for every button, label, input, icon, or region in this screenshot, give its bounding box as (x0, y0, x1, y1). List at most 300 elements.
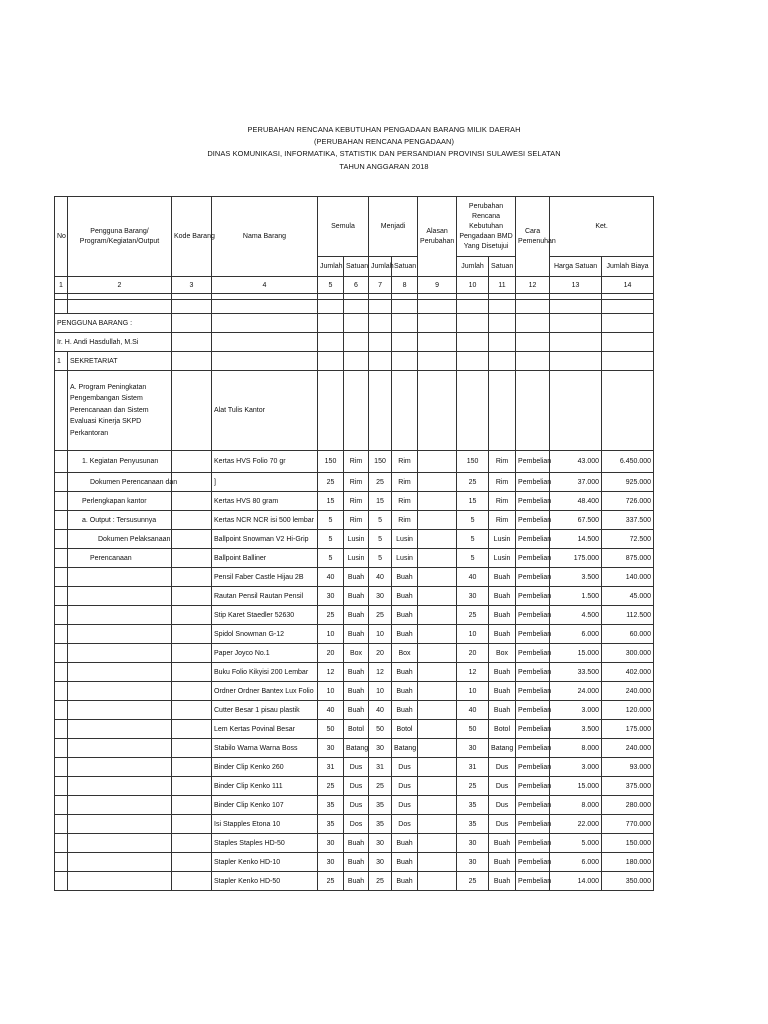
cell-jumlah-biaya: 140.000 (602, 568, 654, 587)
cell-kode (172, 758, 212, 777)
cell-alasan (418, 473, 457, 492)
header-nama: Nama Barang (212, 197, 318, 277)
cell-semula-satuan: Dus (344, 796, 369, 815)
cell-harga-satuan: 43.000 (550, 451, 602, 473)
cell-semula-jumlah: 12 (318, 663, 344, 682)
cell-jumlah-biaya: 402.000 (602, 663, 654, 682)
table-row (55, 853, 654, 872)
cell-semula-satuan: Buah (344, 625, 369, 644)
cell-nama-barang: Spidol Snowman G-12 (212, 625, 318, 644)
table-row (55, 568, 654, 587)
cell-no (55, 720, 68, 739)
cell-menjadi-jumlah: 35 (369, 796, 392, 815)
cell-harga-satuan: 15.000 (550, 644, 602, 663)
cell-program (68, 663, 172, 682)
cell-semula-jumlah: 5 (318, 549, 344, 568)
cell-perubahan-jumlah: 25 (457, 777, 489, 796)
cell-nama-barang: Paper Joyco No.1 (212, 644, 318, 663)
cell-jumlah-biaya: 350.000 (602, 872, 654, 891)
cell-jumlah-biaya: 375.000 (602, 777, 654, 796)
cell-cara: Pembelian (516, 663, 550, 682)
cell-nama-barang: Kertas HVS Folio 70 gr (212, 451, 318, 473)
cell-semula-satuan: Buah (344, 663, 369, 682)
cell-perubahan-satuan: Dus (489, 796, 516, 815)
cell-kode (172, 701, 212, 720)
cell-nama-barang: Isi Stapples Etona 10 (212, 815, 318, 834)
cell-kode (172, 644, 212, 663)
cell-perubahan-satuan: Buah (489, 834, 516, 853)
column-number-row (55, 277, 654, 294)
cell-perubahan-jumlah: 12 (457, 663, 489, 682)
table-row (55, 492, 654, 511)
cell-harga-satuan: 5.000 (550, 834, 602, 853)
cell-semula-satuan: Dus (344, 758, 369, 777)
unit-no: 1 (55, 352, 68, 371)
cell-no (55, 796, 68, 815)
cell-cara: Pembelian (516, 682, 550, 701)
cell-jumlah-biaya: 770.000 (602, 815, 654, 834)
header-cara: Cara Pemenuhan (516, 197, 550, 277)
cell-harga-satuan: 22.000 (550, 815, 602, 834)
cell-semula-jumlah: 25 (318, 872, 344, 891)
cell-menjadi-jumlah: 25 (369, 777, 392, 796)
cell-menjadi-jumlah: 50 (369, 720, 392, 739)
cell-no (55, 701, 68, 720)
cell-cara: Pembelian (516, 625, 550, 644)
cell-jumlah-biaya: 726.000 (602, 492, 654, 511)
cell-program (68, 815, 172, 834)
cell-cara: Pembelian (516, 644, 550, 663)
col-num: 6 (344, 277, 369, 294)
cell-nama-barang: Kertas NCR NCR isi 500 lembar (212, 511, 318, 530)
cell-kode (172, 720, 212, 739)
cell-jumlah-biaya: 112.500 (602, 606, 654, 625)
cell-program (68, 834, 172, 853)
cell-menjadi-satuan: Batang (392, 739, 418, 758)
col-num: 9 (418, 277, 457, 294)
cell-perubahan-satuan: Rim (489, 492, 516, 511)
cell-alasan (418, 530, 457, 549)
table-row (55, 739, 654, 758)
cell-no (55, 644, 68, 663)
cell-menjadi-satuan: Dus (392, 758, 418, 777)
cell-menjadi-satuan: Dus (392, 796, 418, 815)
unit-row (55, 352, 654, 371)
cell-harga-satuan: 67.500 (550, 511, 602, 530)
cell-harga-satuan: 33.500 (550, 663, 602, 682)
cell-harga-satuan: 6.000 (550, 625, 602, 644)
cell-program (68, 853, 172, 872)
cell-semula-jumlah: 35 (318, 796, 344, 815)
table-row (55, 473, 654, 492)
heading-year: TAHUN ANGGARAN 2018 (339, 161, 429, 171)
pengguna-label-row (55, 314, 654, 333)
table-row (55, 682, 654, 701)
cell-kode (172, 625, 212, 644)
cell-no (55, 606, 68, 625)
cell-no (55, 682, 68, 701)
header-harga-satuan: Harga Satuan (550, 257, 602, 277)
col-num: 1 (55, 277, 68, 294)
cell-nama-barang: Pensil Faber Castle Hijau 2B (212, 568, 318, 587)
cell-kode (172, 682, 212, 701)
cell-menjadi-jumlah: 25 (369, 606, 392, 625)
cell-alasan (418, 451, 457, 473)
table-row (55, 606, 654, 625)
cell-perubahan-jumlah: 50 (457, 720, 489, 739)
cell-cara: Pembelian (516, 473, 550, 492)
cell-menjadi-satuan: Buah (392, 682, 418, 701)
cell-program (68, 625, 172, 644)
col-num: 12 (516, 277, 550, 294)
cell-menjadi-jumlah: 30 (369, 739, 392, 758)
cell-menjadi-jumlah: 25 (369, 473, 392, 492)
table-row (55, 587, 654, 606)
cell-alasan (418, 777, 457, 796)
cell-jumlah-biaya: 72.500 (602, 530, 654, 549)
cell-alasan (418, 587, 457, 606)
cell-alasan (418, 568, 457, 587)
cell-cara: Pembelian (516, 568, 550, 587)
cell-kode (172, 796, 212, 815)
table-row (55, 701, 654, 720)
cell-harga-satuan: 4.500 (550, 606, 602, 625)
header-alasan: Alasan Perubahan (418, 197, 457, 277)
cell-cara: Pembelian (516, 606, 550, 625)
cell-jumlah-biaya: 45.000 (602, 587, 654, 606)
table-row (55, 644, 654, 663)
cell-perubahan-jumlah: 35 (457, 796, 489, 815)
cell-menjadi-satuan: Rim (392, 451, 418, 473)
table-row (55, 625, 654, 644)
cell-menjadi-jumlah: 150 (369, 451, 392, 473)
cell-no (55, 815, 68, 834)
cell-kode (172, 511, 212, 530)
cell-menjadi-satuan: Buah (392, 606, 418, 625)
cell-semula-jumlah: 31 (318, 758, 344, 777)
col-num: 11 (489, 277, 516, 294)
cell-semula-jumlah: 150 (318, 451, 344, 473)
cell-kode (172, 451, 212, 473)
cell-perubahan-jumlah: 25 (457, 872, 489, 891)
cell-alasan (418, 682, 457, 701)
cell-cara: Pembelian (516, 739, 550, 758)
cell-menjadi-satuan: Rim (392, 492, 418, 511)
cell-cara: Pembelian (516, 549, 550, 568)
cell-cara: Pembelian (516, 492, 550, 511)
cell-menjadi-jumlah: 15 (369, 492, 392, 511)
header-ket: Ket. (550, 197, 654, 257)
cell-jumlah-biaya: 337.500 (602, 511, 654, 530)
cell-harga-satuan: 6.000 (550, 853, 602, 872)
cell-program (68, 796, 172, 815)
cell-perubahan-satuan: Buah (489, 872, 516, 891)
cell-menjadi-satuan: Rim (392, 511, 418, 530)
table-row (55, 720, 654, 739)
cell-harga-satuan: 8.000 (550, 739, 602, 758)
cell-alasan (418, 492, 457, 511)
cell-kode (172, 853, 212, 872)
cell-cara: Pembelian (516, 530, 550, 549)
cell-semula-satuan: Rim (344, 451, 369, 473)
cell-kode (172, 815, 212, 834)
cell-semula-satuan: Buah (344, 606, 369, 625)
header-perubahan-jumlah: Jumlah (457, 257, 489, 277)
cell-nama-barang: Buku Folio Kikyisi 200 Lembar (212, 663, 318, 682)
cell-program (68, 701, 172, 720)
cell-program: Perencanaan (68, 549, 172, 568)
cell-no (55, 451, 68, 473)
cell-perubahan-satuan: Lusin (489, 549, 516, 568)
cell-alasan (418, 663, 457, 682)
cell-semula-jumlah: 15 (318, 492, 344, 511)
cell-semula-jumlah: 40 (318, 701, 344, 720)
cell-semula-jumlah: 35 (318, 815, 344, 834)
cell-program (68, 644, 172, 663)
cell-semula-jumlah: 5 (318, 530, 344, 549)
cell-kode (172, 872, 212, 891)
cell-harga-satuan: 3.500 (550, 720, 602, 739)
cell-kode (172, 834, 212, 853)
heading-agency: DINAS KOMUNIKASI, INFORMATIKA, STATISTIK DAN PERSANDIAN PROVINSI SULAWESI SELATAN (207, 149, 561, 159)
cell-nama-barang: Stapler Kenko HD-10 (212, 853, 318, 872)
cell-menjadi-satuan: Lusin (392, 549, 418, 568)
cell-perubahan-satuan: Dus (489, 815, 516, 834)
col-num: 14 (602, 277, 654, 294)
cell-semula-satuan: Rim (344, 492, 369, 511)
cell-jumlah-biaya: 280.000 (602, 796, 654, 815)
program-row (55, 371, 654, 451)
cell-semula-satuan: Rim (344, 473, 369, 492)
cell-semula-jumlah: 30 (318, 834, 344, 853)
cell-perubahan-jumlah: 40 (457, 701, 489, 720)
cell-menjadi-jumlah: 10 (369, 625, 392, 644)
cell-perubahan-jumlah: 5 (457, 511, 489, 530)
cell-alasan (418, 720, 457, 739)
cell-perubahan-jumlah: 10 (457, 682, 489, 701)
procurement-table (54, 196, 654, 891)
cell-alasan (418, 606, 457, 625)
cell-program (68, 587, 172, 606)
cell-menjadi-satuan: Buah (392, 701, 418, 720)
cell-semula-jumlah: 5 (318, 511, 344, 530)
cell-harga-satuan: 8.000 (550, 796, 602, 815)
cell-menjadi-satuan: Buah (392, 834, 418, 853)
cell-menjadi-jumlah: 25 (369, 872, 392, 891)
header-kode: Kode Barang (172, 197, 212, 277)
cell-kode (172, 530, 212, 549)
cell-harga-satuan: 37.000 (550, 473, 602, 492)
cell-perubahan-satuan: Rim (489, 451, 516, 473)
cell-jumlah-biaya: 875.000 (602, 549, 654, 568)
cell-no (55, 853, 68, 872)
cell-harga-satuan: 14.500 (550, 530, 602, 549)
header-perubahan: Perubahan Rencana Kebutuhan Pengadaan BMD Yang Disetujui (457, 197, 516, 257)
table-row (55, 834, 654, 853)
pengguna-name: Ir. H. Andi Hasdullah, M.Si (55, 333, 172, 352)
cell-menjadi-jumlah: 35 (369, 815, 392, 834)
cell-semula-satuan: Rim (344, 511, 369, 530)
col-num: 10 (457, 277, 489, 294)
cell-perubahan-satuan: Rim (489, 473, 516, 492)
cell-menjadi-jumlah: 40 (369, 701, 392, 720)
cell-semula-jumlah: 25 (318, 777, 344, 796)
table-row (55, 530, 654, 549)
table-row (55, 549, 654, 568)
cell-kode (172, 568, 212, 587)
cell-semula-jumlah: 20 (318, 644, 344, 663)
cell-menjadi-jumlah: 30 (369, 834, 392, 853)
cell-perubahan-jumlah: 40 (457, 568, 489, 587)
col-num: 13 (550, 277, 602, 294)
cell-program (68, 758, 172, 777)
cell-program (68, 777, 172, 796)
cell-cara: Pembelian (516, 853, 550, 872)
cell-semula-jumlah: 30 (318, 853, 344, 872)
cell-menjadi-satuan: Dos (392, 815, 418, 834)
cell-perubahan-jumlah: 5 (457, 549, 489, 568)
program-name: A. Program Peningkatan Pengembangan Sistem Perencanaan dan Sistem Evaluasi Kinerja SKPD Perkantoran (68, 371, 172, 451)
cell-alasan (418, 739, 457, 758)
header-semula: Semula (318, 197, 369, 257)
cell-cara: Pembelian (516, 701, 550, 720)
cell-menjadi-jumlah: 30 (369, 853, 392, 872)
cell-perubahan-jumlah: 30 (457, 853, 489, 872)
cell-perubahan-jumlah: 25 (457, 473, 489, 492)
cell-alasan (418, 853, 457, 872)
cell-nama-barang: Kertas HVS 80 gram (212, 492, 318, 511)
cell-cara: Pembelian (516, 777, 550, 796)
cell-harga-satuan: 3.000 (550, 758, 602, 777)
cell-jumlah-biaya: 925.000 (602, 473, 654, 492)
cell-no (55, 530, 68, 549)
cell-semula-jumlah: 10 (318, 682, 344, 701)
cell-menjadi-satuan: Buah (392, 625, 418, 644)
cell-alasan (418, 796, 457, 815)
cell-menjadi-satuan: Rim (392, 473, 418, 492)
cell-nama-barang: Rautan Pensil Rautan Pensil (212, 587, 318, 606)
cell-perubahan-satuan: Rim (489, 511, 516, 530)
cell-harga-satuan: 175.000 (550, 549, 602, 568)
cell-no (55, 473, 68, 492)
cell-cara: Pembelian (516, 720, 550, 739)
cell-harga-satuan: 3.500 (550, 568, 602, 587)
cell-semula-satuan: Lusin (344, 549, 369, 568)
cell-menjadi-satuan: Buah (392, 872, 418, 891)
cell-semula-satuan: Box (344, 644, 369, 663)
cell-cara: Pembelian (516, 758, 550, 777)
cell-harga-satuan: 3.000 (550, 701, 602, 720)
cell-nama-barang: Cutter Besar 1 pisau plastik (212, 701, 318, 720)
table-row (55, 511, 654, 530)
cell-semula-satuan: Buah (344, 587, 369, 606)
cell-program: Dokumen Perencanaan dan (68, 473, 172, 492)
cell-no (55, 777, 68, 796)
cell-perubahan-jumlah: 15 (457, 492, 489, 511)
cell-no (55, 492, 68, 511)
cell-jumlah-biaya: 6.450.000 (602, 451, 654, 473)
cell-perubahan-jumlah: 30 (457, 587, 489, 606)
cell-no (55, 872, 68, 891)
cell-menjadi-jumlah: 20 (369, 644, 392, 663)
cell-alasan (418, 834, 457, 853)
cell-jumlah-biaya: 93.000 (602, 758, 654, 777)
cell-no (55, 549, 68, 568)
cell-no (55, 568, 68, 587)
cell-nama-barang: Binder Clip Kenko 111 (212, 777, 318, 796)
cell-semula-satuan: Dus (344, 777, 369, 796)
cell-semula-satuan: Dos (344, 815, 369, 834)
cell-no (55, 834, 68, 853)
cell-alasan (418, 872, 457, 891)
cell-cara: Pembelian (516, 451, 550, 473)
cell-perubahan-satuan: Dus (489, 777, 516, 796)
cell-no (55, 587, 68, 606)
cell-no (55, 511, 68, 530)
cell-perubahan-jumlah: 5 (457, 530, 489, 549)
cell-jumlah-biaya: 240.000 (602, 682, 654, 701)
cell-semula-satuan: Botol (344, 720, 369, 739)
cell-menjadi-satuan: Botol (392, 720, 418, 739)
cell-semula-satuan: Buah (344, 701, 369, 720)
pengguna-label: PENGGUNA BARANG : (55, 314, 172, 333)
table-row (55, 796, 654, 815)
cell-semula-satuan: Buah (344, 834, 369, 853)
cell-perubahan-satuan: Buah (489, 663, 516, 682)
cell-no (55, 758, 68, 777)
cell-nama-barang: Stabilo Warna Warna Boss (212, 739, 318, 758)
cell-cara: Pembelian (516, 587, 550, 606)
cell-alasan (418, 758, 457, 777)
header-perubahan-satuan: Satuan (489, 257, 516, 277)
cell-nama-barang: ] (212, 473, 318, 492)
table-row (55, 663, 654, 682)
cell-nama-barang: Stip Karet Staedler 52630 (212, 606, 318, 625)
cell-menjadi-satuan: Buah (392, 568, 418, 587)
header-jumlah-biaya: Jumlah Biaya (602, 257, 654, 277)
cell-perubahan-satuan: Box (489, 644, 516, 663)
cell-semula-jumlah: 30 (318, 587, 344, 606)
cell-perubahan-satuan: Buah (489, 568, 516, 587)
cell-program (68, 739, 172, 758)
table-row (55, 777, 654, 796)
cell-menjadi-satuan: Buah (392, 853, 418, 872)
cell-kode (172, 606, 212, 625)
cell-harga-satuan: 48.400 (550, 492, 602, 511)
cell-perubahan-satuan: Buah (489, 606, 516, 625)
col-num: 7 (369, 277, 392, 294)
cell-nama-barang: Stapler Kenko HD-50 (212, 872, 318, 891)
cell-nama-barang: Staples Staples HD-50 (212, 834, 318, 853)
cell-program (68, 720, 172, 739)
cell-semula-satuan: Batang (344, 739, 369, 758)
cell-cara: Pembelian (516, 834, 550, 853)
cell-perubahan-jumlah: 35 (457, 815, 489, 834)
cell-perubahan-jumlah: 10 (457, 625, 489, 644)
cell-program (68, 682, 172, 701)
cell-jumlah-biaya: 60.000 (602, 625, 654, 644)
cell-semula-jumlah: 25 (318, 606, 344, 625)
cell-menjadi-jumlah: 5 (369, 511, 392, 530)
cell-semula-jumlah: 25 (318, 473, 344, 492)
cell-menjadi-satuan: Buah (392, 663, 418, 682)
cell-nama-barang: Binder Clip Kenko 107 (212, 796, 318, 815)
cell-perubahan-satuan: Lusin (489, 530, 516, 549)
cell-menjadi-jumlah: 12 (369, 663, 392, 682)
header-menjadi-jumlah: Jumlah (369, 257, 392, 277)
col-num: 3 (172, 277, 212, 294)
cell-jumlah-biaya: 240.000 (602, 739, 654, 758)
